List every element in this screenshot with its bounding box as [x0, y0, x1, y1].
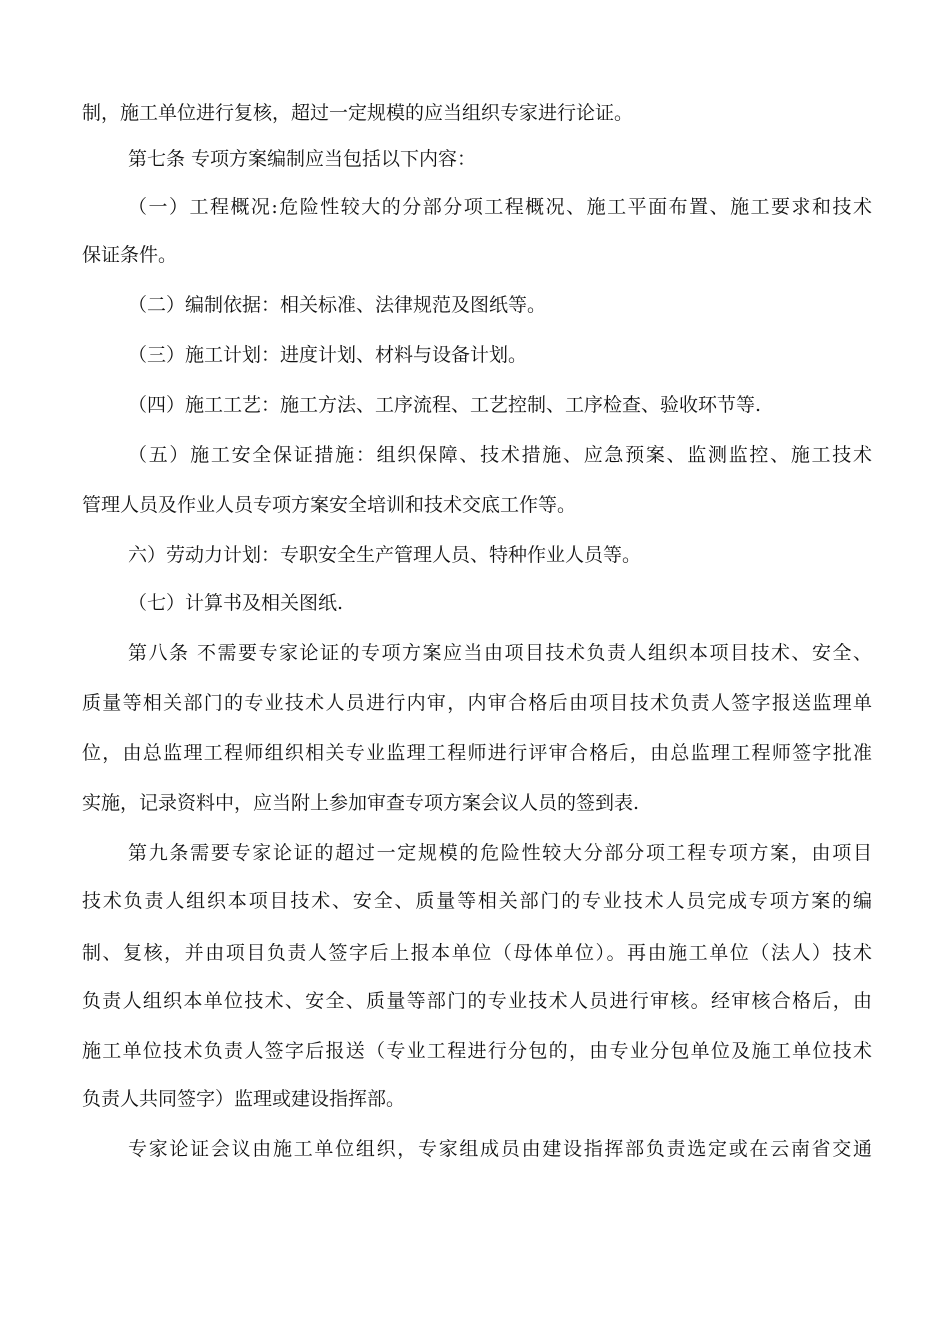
text-line: 保证条件。: [82, 244, 178, 266]
text-line: （一）工程概况:危险性较大的分部分项工程概况、施工平面布置、施工要求和技术: [128, 196, 872, 218]
text-line: 管理人员及作业人员专项方案安全培训和技术交底工作等。: [82, 494, 577, 516]
text-line: 负责人组织本单位技术、安全、质量等部门的专业技术人员进行审核。经审核合格后，由: [82, 990, 872, 1012]
text-line: （四）施工工艺：施工方法、工序流程、工艺控制、工序检查、验收环节等.: [128, 394, 762, 416]
text-line: 六）劳动力计划：专职安全生产管理人员、特种作业人员等。: [128, 544, 642, 566]
text-line: 施工单位技术负责人签字后报送（专业工程进行分包的，由专业分包单位及施工单位技术: [82, 1040, 872, 1062]
text-line: 专家论证会议由施工单位组织，专家组成员由建设指挥部负责选定或在云南省交通: [128, 1138, 872, 1160]
text-line: 制，施工单位进行复核，超过一定规模的应当组织专家进行论证。: [82, 102, 634, 124]
text-line: 技术负责人组织本项目技术、安全、质量等相关部门的专业技术人员完成专项方案的编: [82, 890, 872, 912]
text-line: （二）编制依据：相关标准、法律规范及图纸等。: [128, 294, 547, 316]
text-line: 第八条 不需要专家论证的专项方案应当由项目技术负责人组织本项目技术、安全、: [128, 642, 872, 664]
text-line: （七）计算书及相关图纸.: [128, 592, 344, 614]
text-line: （五）施工安全保证措施：组织保障、技术措施、应急预案、监测监控、施工技术: [128, 444, 872, 466]
text-line: 第七条 专项方案编制应当包括以下内容：: [128, 148, 477, 170]
text-line: 制、复核，并由项目负责人签字后上报本单位（母体单位）。再由施工单位（法人）技术: [82, 942, 872, 964]
text-line: 实施，记录资料中，应当附上参加审查专项方案会议人员的签到表.: [82, 792, 640, 814]
text-line: （三）施工计划：进度计划、材料与设备计划。: [128, 344, 528, 366]
text-line: 第九条需要专家论证的超过一定规模的危险性较大分部分项工程专项方案，由项目: [128, 842, 872, 864]
text-line: 负责人共同签字）监理或建设指挥部。: [82, 1088, 406, 1110]
text-line: 质量等相关部门的专业技术人员进行内审，内审合格后由项目技术负责人签字报送监理单: [82, 692, 872, 714]
text-line: 位，由总监理工程师组织相关专业监理工程师进行评审合格后，由总监理工程师签字批准: [82, 742, 872, 764]
